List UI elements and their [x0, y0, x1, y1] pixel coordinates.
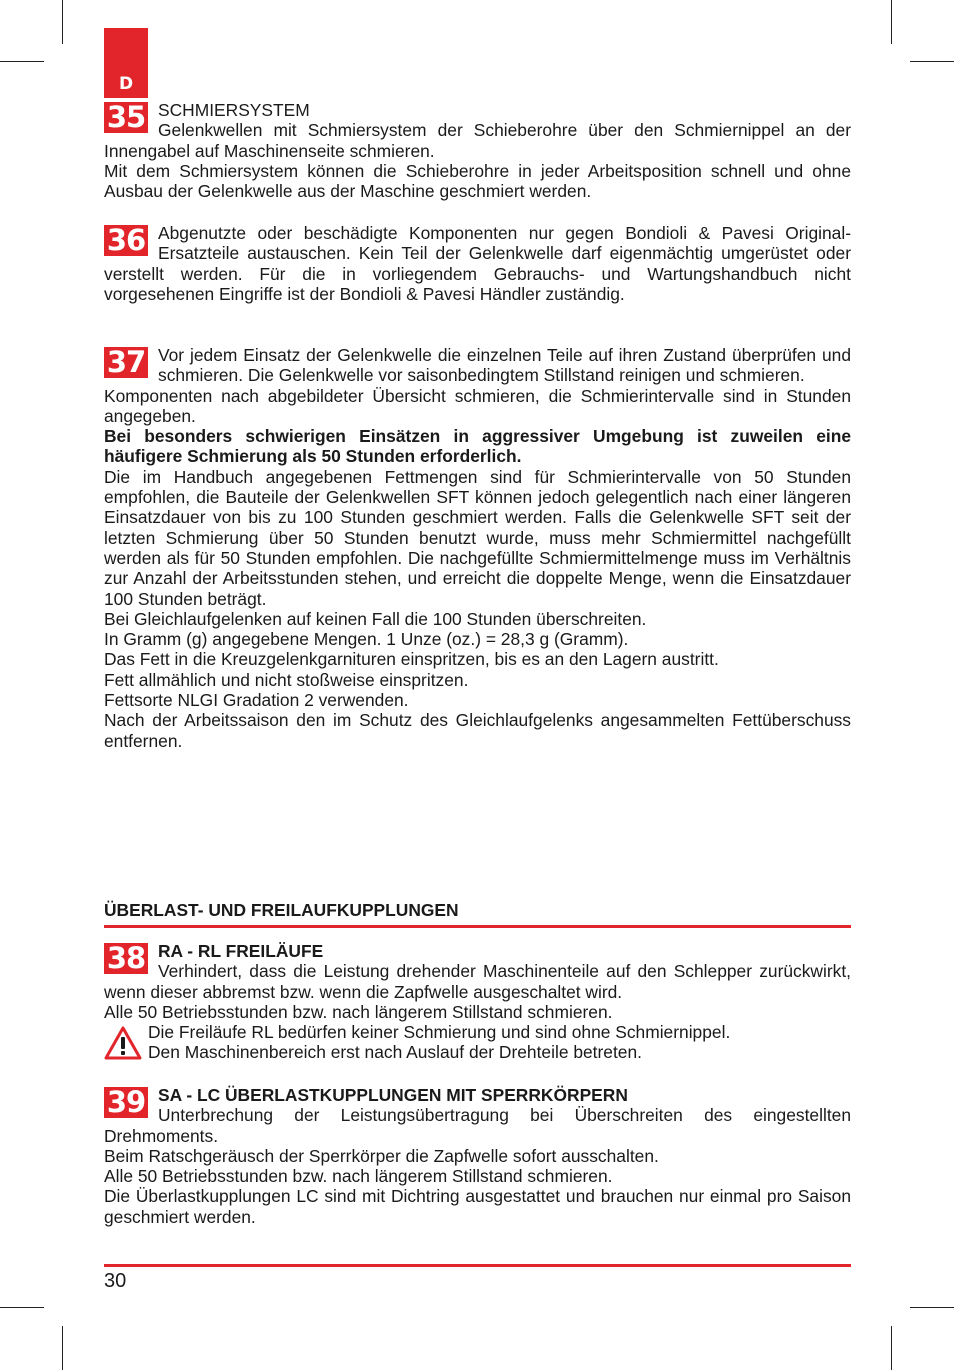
section-37-paragraph: Die im Handbuch angegebenen Fettmengen sind für Schmierintervalle von 50 Stunden empfohlen, die Bauteile der Gelenkwellen SFT können jedoch gelegentlich nach einer längeren Einsatzdauer von bis zu 100 Stunden geschmiert werden. Falls die Gelenkwelle SFT seit der letzten Schmierung über 50 Stunden benutzt wurde, muss mehr Schmiermittel nachgefüllt werden als für 50 Stunden empfohlen. Die nachgefüllte Schmiermittelmenge muss im Verhältnis zur Anzahl der Arbeitsstunden stehen, und erreicht die doppelte Menge, wenn die Einsatzdauer 100 Stunden beträgt. [104, 466, 851, 609]
section-37-paragraph: Vor jedem Einsatz der Gelenkwelle die einzelnen Teile auf ihren Zustand überprüfen und schmieren. Die Gelenkwelle vor saisonbedingtem Stillstand reinigen und schmieren. [158, 345, 851, 386]
section-38 [104, 941, 851, 1063]
section-37-paragraph: Komponenten nach abgebildeter Übersicht schmieren, die Schmierintervalle sind in Stunden angegeben. [104, 385, 851, 426]
section-37-paragraph: Bei Gleichlaufgelenken auf keinen Fall die 100 Stunden überschreiten. [104, 608, 647, 629]
warning-icon [104, 1026, 142, 1060]
section-36 [104, 223, 851, 304]
page-number: 30 [104, 1270, 127, 1292]
section-39-title: SA - LC ÜBERLASTKUPPLUNGEN MIT SPERRKÖRPERN [158, 1085, 628, 1105]
section-39-paragraph: Unterbrechung der Leistungsübertragung bei Überschreiten des eingestellten Drehmoments. [104, 1105, 851, 1146]
section-number-35: 35 [104, 102, 148, 133]
section-38-paragraph: Alle 50 Betriebsstunden bzw. nach längerem Stillstand schmieren. [104, 1001, 613, 1022]
crop-mark [910, 1307, 954, 1308]
section-39-paragraph: Die Überlastkupplungen LC sind mit Dichtring ausgestattet und brauchen nur einmal pro Saison geschmiert werden. [104, 1186, 851, 1227]
section-38-title: RA - RL FREILÄUFE [158, 941, 324, 961]
language-tab-label: D [118, 74, 134, 94]
language-tab [104, 28, 148, 98]
section-37-paragraph: Nach der Arbeitssaison den im Schutz des Gleichlaufgelenks angesammelten Fettüberschuss entfernen. [104, 710, 851, 751]
section-number-37: 37 [104, 347, 148, 378]
crop-mark [891, 0, 892, 44]
crop-mark [62, 0, 63, 44]
warning-text: Die Freiläufe RL bedürfen keiner Schmierung und sind ohne Schmiernippel. [148, 1022, 731, 1043]
section-37-bold-note: Bei besonders schwierigen Einsätzen in aggressiver Umgebung ist zuweilen eine häufigere Schmierung als 50 Stunden erforderlich. [104, 426, 851, 467]
section-37-paragraph: Das Fett in die Kreuzgelenkgarnituren einspritzen, bis es an den Lagern austritt. [104, 649, 719, 670]
section-37-paragraph: In Gramm (g) angegebene Mengen. 1 Unze (oz.) = 28,3 g (Gramm). [104, 629, 629, 650]
section-number-39: 39 [104, 1087, 148, 1118]
crop-mark [62, 1326, 63, 1370]
crop-mark [891, 1326, 892, 1370]
warning-note [104, 1022, 851, 1063]
section-heading: ÜBERLAST- UND FREILAUFKUPPLUNGEN [104, 900, 459, 920]
crop-mark [910, 61, 954, 62]
warning-text: Den Maschinenbereich erst nach Auslauf der Drehteile betreten. [148, 1042, 642, 1063]
section-35 [104, 100, 851, 201]
section-39-paragraph: Beim Ratschgeräusch der Sperrkörper die Zapfwelle sofort ausschalten. [104, 1145, 659, 1166]
section-36-paragraph: Abgenutzte oder beschädigte Komponenten nur gegen Bondioli & Pavesi Original-Ersatzteile austauschen. Kein Teil der Gelenkwelle darf eigenmächtig umgerüstet oder verstellt werden. Für die in vorliegendem Gebrauchs- und Wartungshandbuch nicht vorgesehenen Eingriffe ist der Bondioli & Pavesi Händler zuständig. [104, 223, 851, 304]
crop-mark [0, 1307, 44, 1308]
section-number-38: 38 [104, 943, 148, 974]
heading-rule [104, 925, 851, 928]
section-37-paragraph: Fettsorte NLGI Gradation 2 verwenden. [104, 690, 409, 711]
section-39-paragraph: Alle 50 Betriebsstunden bzw. nach längerem Stillstand schmieren. [104, 1166, 613, 1187]
section-37 [104, 345, 851, 751]
crop-mark [0, 61, 44, 62]
section-38-paragraph: Verhindert, dass die Leistung drehender Maschinenteile auf den Schlepper zurückwirkt, wenn dieser abbremst bzw. wenn die Zapfwelle ausgeschaltet wird. [104, 961, 851, 1002]
section-35-title: SCHMIERSYSTEM [158, 100, 310, 120]
section-number-36: 36 [104, 225, 148, 256]
section-35-paragraph: Gelenkwellen mit Schmiersystem der Schieberohre über den Schmiernippel an der Innengabel auf Maschinenseite schmieren. [104, 120, 851, 161]
section-39 [104, 1085, 851, 1227]
section-37-paragraph: Fett allmählich und nicht stoßweise einspritzen. [104, 669, 469, 690]
footer-rule [104, 1264, 851, 1267]
section-35-paragraph: Mit dem Schmiersystem können die Schieberohre in jeder Arbeitsposition schnell und ohne Ausbau der Gelenkwelle aus der Maschine geschmiert werden. [104, 160, 851, 202]
